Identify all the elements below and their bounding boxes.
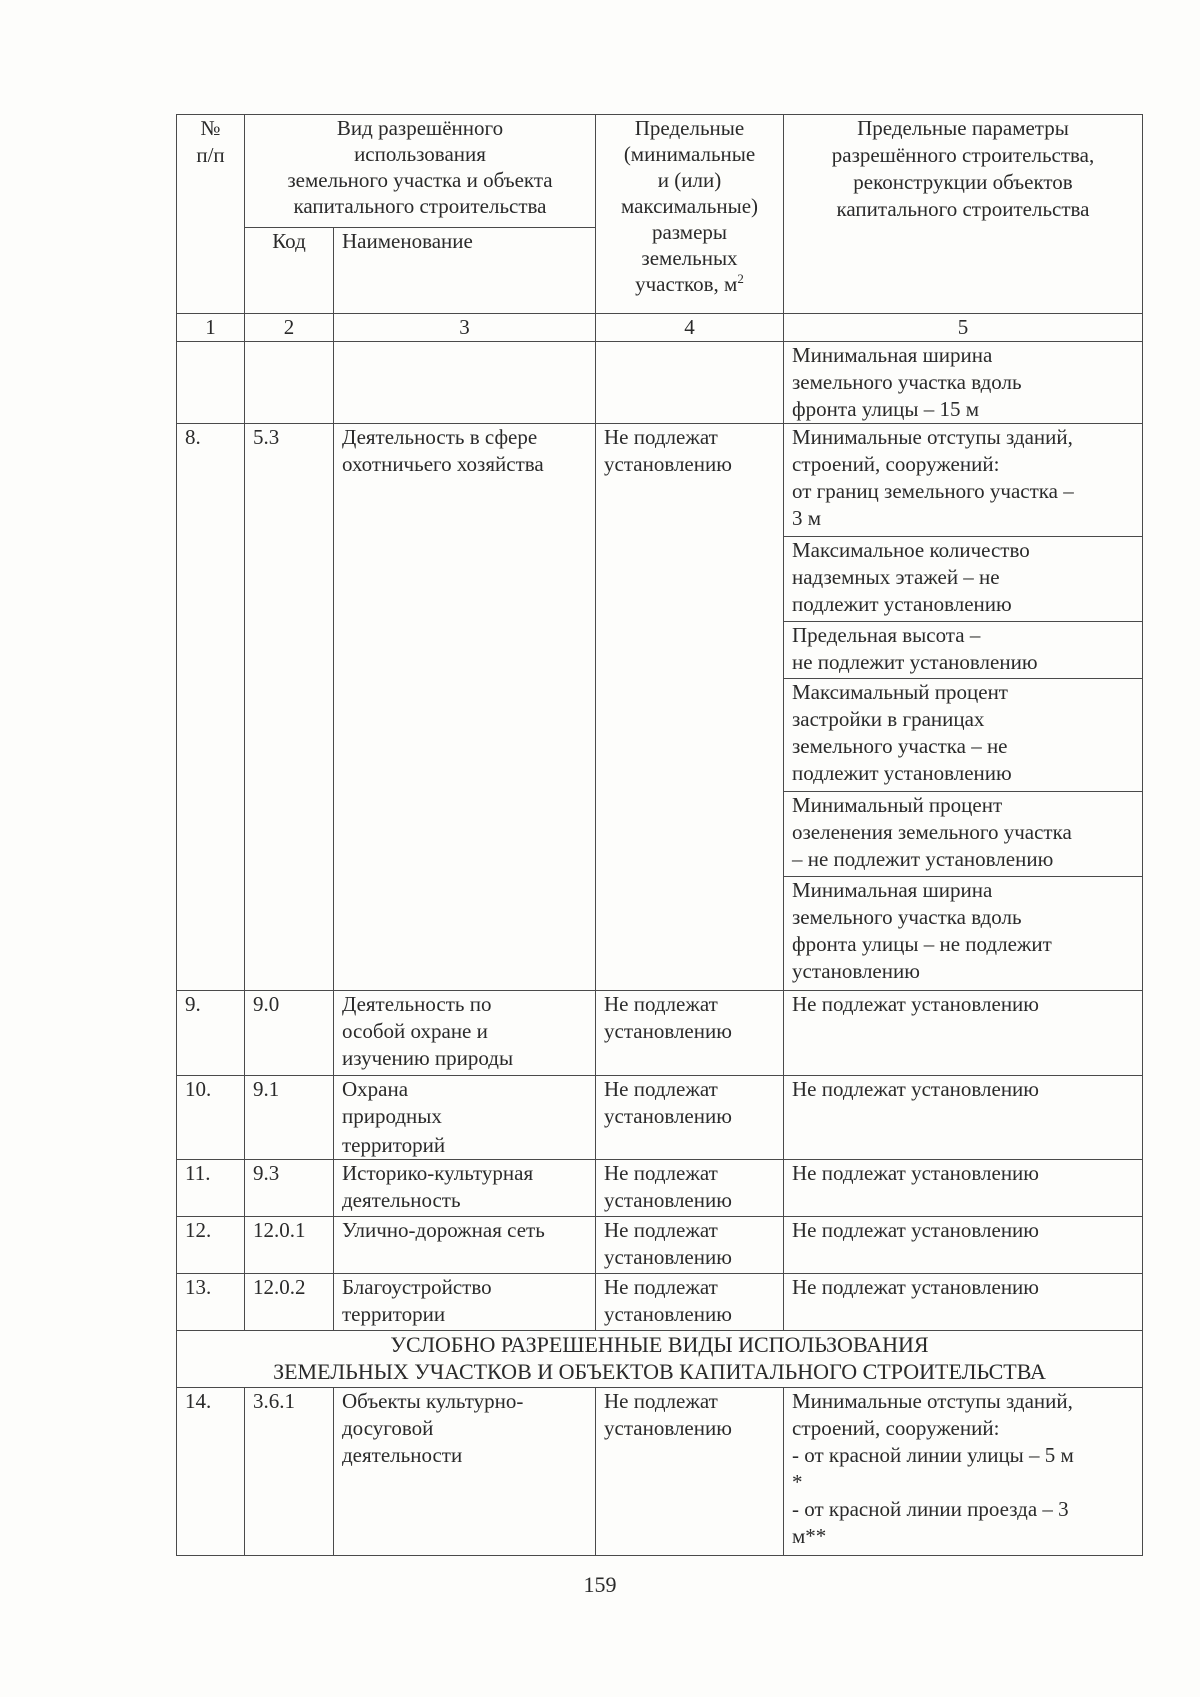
- header-sizes: [596, 115, 784, 314]
- cell-param: Минимальная ширина земельного участка вдоль фронта улицы – 15 м: [784, 342, 1143, 424]
- cell-param: Не подлежат установлению: [784, 1274, 1143, 1331]
- cell-num: 9.: [177, 991, 245, 1076]
- header-sizes-sup: 2: [737, 271, 744, 286]
- cell-size: Не подлежат установлению: [596, 1217, 784, 1274]
- cell-code: 5.3: [245, 424, 334, 991]
- cell-size: Не подлежат установлению: [596, 424, 784, 991]
- cell-size: Не подлежат установлению: [596, 1076, 784, 1160]
- cell-param: Минимальные отступы зданий, строений, сооружений: от границ земельного участка – 3 м: [784, 424, 1143, 537]
- cell-name: [334, 1076, 596, 1160]
- col-number: 5: [784, 314, 1143, 342]
- cell-num: 10.: [177, 1076, 245, 1160]
- table-row: [177, 1160, 1143, 1217]
- cell-code: 12.0.1: [245, 1217, 334, 1274]
- cell-name: Деятельность по особой охране и изучению природы: [334, 991, 596, 1076]
- cell-name: Деятельность в сфере охотничьего хозяйства: [334, 424, 596, 991]
- cell-code: 9.1: [245, 1076, 334, 1160]
- section-title: УСЛОБНО РАЗРЕШЕННЫЕ ВИДЫ ИСПОЛЬЗОВАНИЯ ЗЕМЕЛЬНЫХ УЧАСТКОВ И ОБЪЕКТОВ КАПИТАЛЬНОГО СТРОИТЕЛЬСТВА: [177, 1331, 1143, 1388]
- table-row: [177, 1217, 1143, 1274]
- page-number: 159: [583, 1572, 617, 1597]
- cell-param: Максимальный процент застройки в границах земельного участка – не подлежит установлению: [784, 679, 1143, 792]
- land-use-table: [176, 114, 1143, 1556]
- cell-param: Предельная высота – не подлежит установлению: [784, 622, 1143, 679]
- cell-num: 13.: [177, 1274, 245, 1331]
- cell-name: Улично-дорожная сеть: [334, 1217, 596, 1274]
- cell-param: Не подлежат установлению: [784, 1076, 1143, 1160]
- cell-num: 11.: [177, 1160, 245, 1217]
- cell-name-line1: [342, 1076, 587, 1130]
- cell-code: 9.0: [245, 991, 334, 1076]
- table-row: [177, 342, 1143, 424]
- cell-param: Не подлежат установлению: [784, 991, 1143, 1076]
- cell-param: Минимальная ширина земельного участка вдоль фронта улицы – не подлежит установлению: [784, 877, 1143, 991]
- cell-size: Не подлежат установлению: [596, 991, 784, 1076]
- cell-num: 8.: [177, 424, 245, 991]
- cell-size: [596, 342, 784, 424]
- header-sizes-text: Предельные (минимальные и (или) максимальные) размеры земельных участков, м: [620, 116, 759, 296]
- table-row: [177, 1388, 1143, 1556]
- cell-code: [245, 342, 334, 424]
- cell-name: Историко-культурная деятельность: [334, 1160, 596, 1217]
- header-view-group: Вид разрешённого использования земельного участка и объекта капитального строительства: [245, 115, 596, 228]
- cell-param: Не подлежат установлению: [784, 1160, 1143, 1217]
- cell-name-line2: территорий: [342, 1133, 446, 1157]
- col-number: 2: [245, 314, 334, 342]
- cell-name: [334, 342, 596, 424]
- col-number: 3: [334, 314, 596, 342]
- cell-name: Благоустройство территории: [334, 1274, 596, 1331]
- header-code: Код: [245, 228, 334, 314]
- cell-name: Объекты культурно- досуговой деятельности: [334, 1388, 596, 1556]
- table-row: [177, 424, 1143, 537]
- table-row: [177, 991, 1143, 1076]
- table-row: [177, 1076, 1143, 1160]
- header-name: Наименование: [334, 228, 596, 314]
- header-num: [177, 115, 245, 314]
- header-num-text: № п/п: [196, 116, 225, 167]
- cell-code: 3.6.1: [245, 1388, 334, 1556]
- cell-size: Не подлежат установлению: [596, 1160, 784, 1217]
- cell-param: Максимальное количество надземных этажей – не подлежит установлению: [784, 537, 1143, 622]
- cell-size: Не подлежат установлению: [596, 1274, 784, 1331]
- cell-num: 12.: [177, 1217, 245, 1274]
- cell-size: Не подлежат установлению: [596, 1388, 784, 1556]
- cell-num: 14.: [177, 1388, 245, 1556]
- col-number: 4: [596, 314, 784, 342]
- header-params: Предельные параметры разрешённого строительства, реконструкции объектов капитального строительства: [784, 115, 1143, 314]
- cell-param: Минимальный процент озеленения земельного участка – не подлежит установлению: [784, 792, 1143, 877]
- cell-num: [177, 342, 245, 424]
- cell-code: 12.0.2: [245, 1274, 334, 1331]
- table-row: [177, 1274, 1143, 1331]
- cell-param: Минимальные отступы зданий, строений, сооружений: - от красной линии улицы – 5 м * - от красной линии проезда – 3 м**: [784, 1388, 1143, 1556]
- cell-code: 9.3: [245, 1160, 334, 1217]
- col-number: 1: [177, 314, 245, 342]
- cell-param: Не подлежат установлению: [784, 1217, 1143, 1274]
- cell-name-word: Охрана природных: [342, 1077, 442, 1128]
